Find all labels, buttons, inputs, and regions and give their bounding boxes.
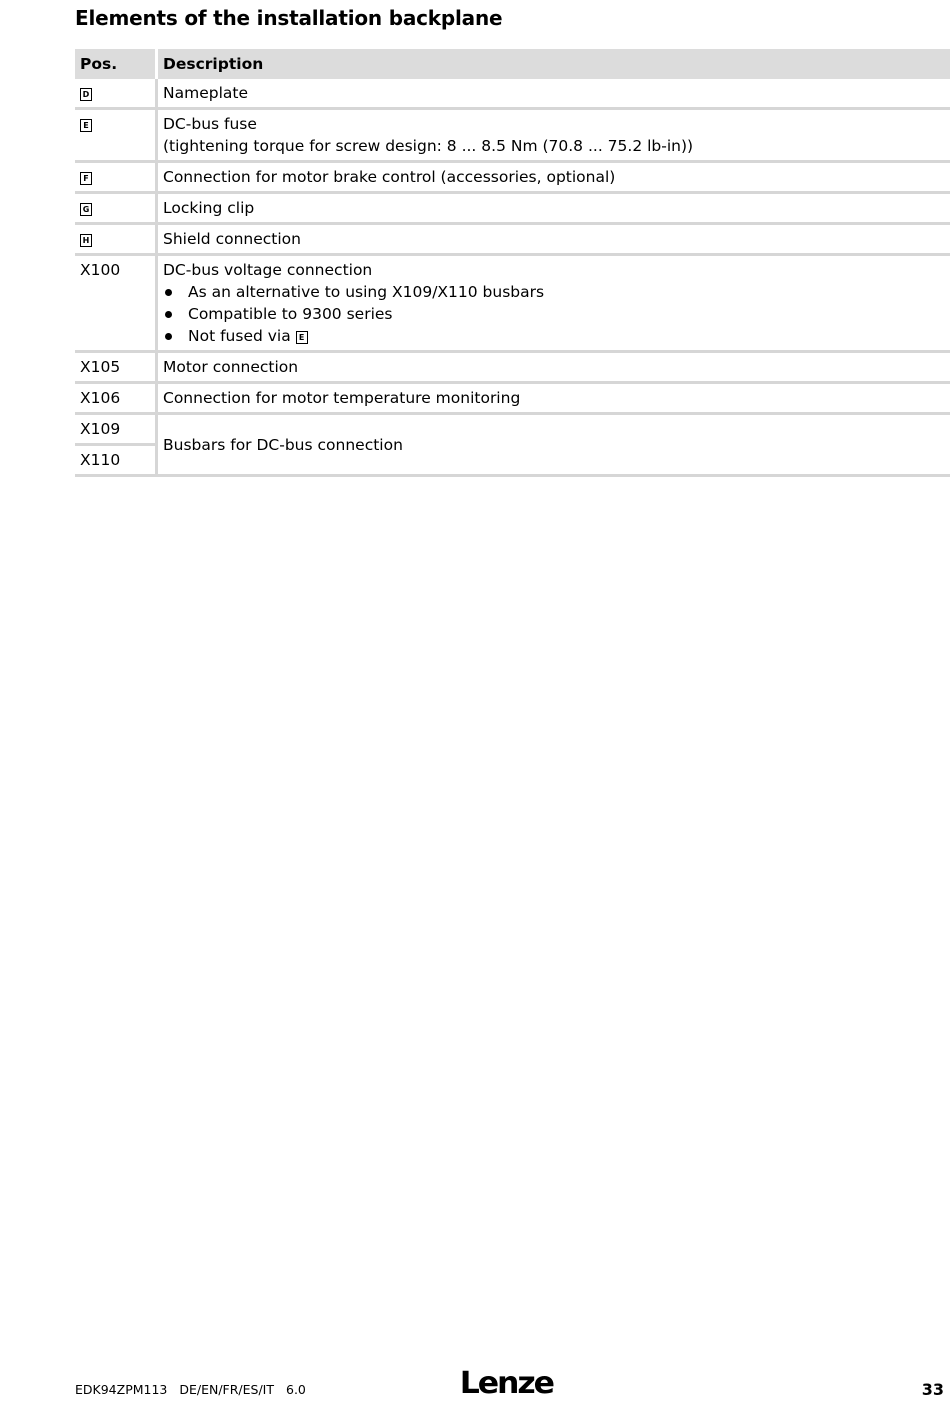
key-f-icon: F (80, 172, 92, 185)
row-pos: X105 (75, 353, 158, 384)
row-pos: X106 (75, 384, 158, 415)
table-row (75, 194, 950, 225)
bullet-item (163, 325, 945, 347)
key-e-icon: E (80, 119, 92, 132)
row-description: Connection for motor temperature monitoring (158, 384, 950, 415)
row-description: Nameplate (158, 79, 950, 110)
footer-doc-info (75, 1382, 314, 1397)
row-description-line: DC-bus fuse (163, 115, 257, 133)
row-description (158, 256, 950, 353)
row-description: Connection for motor brake control (accessories, optional) (158, 163, 950, 194)
footer-languages: DE/EN/FR/ES/IT (179, 1382, 275, 1397)
table-row (75, 110, 950, 163)
footer-doc-id: EDK94ZPM113 (75, 1382, 168, 1397)
page-title: Elements of the installation backplane (75, 6, 503, 30)
key-d-icon: D (80, 88, 92, 101)
header-pos: Pos. (75, 49, 158, 79)
row-description: Locking clip (158, 194, 950, 225)
row-description: Busbars for DC-bus connection (158, 415, 950, 477)
key-g-icon: G (80, 203, 92, 216)
row-pos: X100 (75, 256, 158, 353)
bullet-item: As an alternative to using X109/X110 busbars (163, 281, 945, 303)
key-h-icon: H (80, 234, 92, 247)
row-description: Motor connection (158, 353, 950, 384)
table-row (75, 163, 950, 194)
table-row (75, 384, 950, 415)
table-header-row (75, 49, 950, 79)
table-row (75, 415, 950, 446)
row-description (158, 110, 950, 163)
backplane-elements-table (75, 49, 950, 477)
table-row (75, 225, 950, 256)
page-number: 33 (921, 1380, 944, 1399)
table-row (75, 256, 950, 353)
row-description: Shield connection (158, 225, 950, 256)
key-e-icon: E (296, 331, 308, 344)
bullet-list (163, 281, 945, 347)
header-description: Description (158, 49, 950, 79)
row-description-line: (tightening torque for screw design: 8 ... 8.5 Nm (70.8 ... 75.2 lb-in)) (163, 137, 694, 155)
row-pos: X109 (75, 415, 158, 446)
row-description-line: DC-bus voltage connection (163, 261, 373, 279)
table-row (75, 353, 950, 384)
lenze-logo: Lenze (459, 1366, 553, 1401)
footer-version: 6.0 (286, 1382, 306, 1397)
bullet-item: Compatible to 9300 series (163, 303, 945, 325)
row-pos: X110 (75, 446, 158, 477)
bullet-text: Not fused via (188, 327, 291, 345)
table-row (75, 79, 950, 110)
